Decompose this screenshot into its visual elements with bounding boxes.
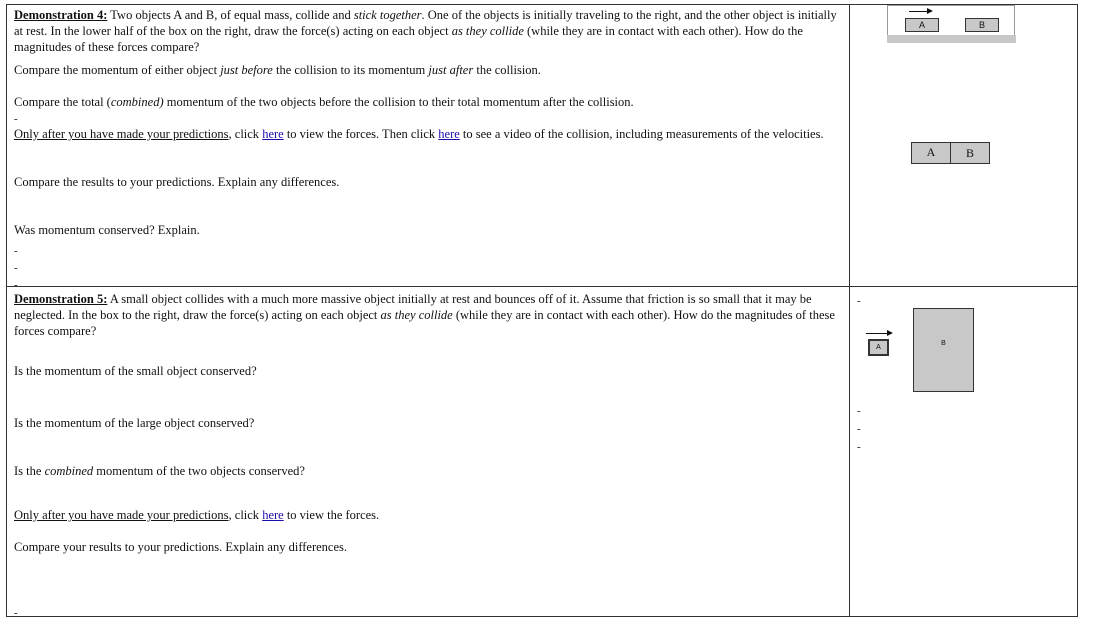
dash-mark: - <box>14 607 18 619</box>
demo5-intro <box>14 291 840 339</box>
dash-mark: - <box>14 262 18 274</box>
text-run: combined) <box>110 95 164 109</box>
text-run: just after <box>428 63 474 77</box>
demo4-predictions-lead: Only after you have made your predictions <box>14 127 229 141</box>
text-run: just before <box>220 63 273 77</box>
text-run: the collision to its momentum <box>272 63 429 77</box>
text-run: . One of the objects is initially traveling to the right, and the other object is initially at rest. In the lower half of the box on the right, draw the force(s) acting on each object <box>14 8 837 38</box>
dash-mark: - <box>857 405 861 417</box>
demo5-object-b-label: B <box>941 340 946 347</box>
demo4-object-a <box>905 18 939 32</box>
demo4-diagram-floor <box>887 35 1016 43</box>
demo4-question-total <box>14 94 840 110</box>
text-run: momentum of the two objects conserved? <box>93 464 305 478</box>
demo5-small-object-a <box>868 339 889 356</box>
velocity-arrow-icon <box>909 11 931 12</box>
text-run: stick together <box>353 8 422 22</box>
demo4-stuck-a-label: A <box>926 145 936 159</box>
demo5-question-combined <box>14 463 840 479</box>
demo5-question-large: Is the momentum of the large object conserved? <box>14 416 255 430</box>
text-run: the collision. <box>473 63 541 77</box>
text-run: as they collide <box>451 24 524 38</box>
demo4-stuck-object-a <box>911 142 951 164</box>
dash-mark: - <box>14 113 18 125</box>
row-divider <box>6 286 1078 287</box>
demo5-predictions-lead: Only after you have made your predictions <box>14 508 229 522</box>
text-run: as they collide <box>380 308 453 322</box>
column-divider <box>849 4 850 617</box>
demo4-object-a-label: A <box>918 20 925 30</box>
demo4-then-click-text: to view the forces. Then click <box>283 127 439 141</box>
demo4-forces-link[interactable]: here <box>262 127 284 141</box>
demo4-intro <box>14 7 840 55</box>
demo5-question-compare: Compare your results to your predictions. Explain any differences. <box>14 540 348 554</box>
demo4-video-link[interactable]: here <box>438 127 460 141</box>
demo5-object-a-label: A <box>876 344 881 351</box>
demo5-question-small: Is the momentum of the small object conserved? <box>14 364 257 378</box>
demo4-question-total-text <box>14 95 634 109</box>
demo4-video-text: to see a video of the collision, including measurements of the velocities. <box>459 127 824 141</box>
text-run: (while they are in contact with each other). How do the magnitudes of these forces compare? <box>14 308 835 338</box>
demo4-object-b-label: B <box>978 20 985 30</box>
text-run: Compare the momentum of either object <box>14 63 221 77</box>
demo4-title: Demonstration 4: <box>14 8 108 22</box>
demo4-click-text: , click <box>228 127 263 141</box>
demo4-question-momentum-text <box>14 63 541 77</box>
demo4-stuck-object-b <box>950 142 990 164</box>
dash-mark: - <box>857 295 861 307</box>
demo4-stuck-b-label: B <box>965 146 974 160</box>
dash-mark: - <box>857 441 861 453</box>
demo5-large-object-b <box>913 308 974 392</box>
demo4-intro-text <box>14 8 837 54</box>
demo4-question-compare: Compare the results to your predictions. Explain any differences. <box>14 175 340 189</box>
demo5-intro-text <box>14 292 835 338</box>
text-run: (while they are in contact with each other). How do the magnitudes of these forces compare? <box>14 24 803 54</box>
demo4-predictions <box>14 126 840 142</box>
text-run: momentum of the two objects before the collision to their total momentum after the collision. <box>163 95 634 109</box>
demo5-click-text: , click <box>228 508 263 522</box>
dash-mark: - <box>857 423 861 435</box>
demo5-predictions <box>14 507 840 523</box>
text-run: combined <box>44 464 94 478</box>
dash-mark: - <box>14 245 18 257</box>
text-run: Is the <box>14 464 45 478</box>
demo4-question-momentum <box>14 62 840 78</box>
demo4-object-b <box>965 18 999 32</box>
demo4-question-conserved: Was momentum conserved? Explain. <box>14 223 200 237</box>
dash-mark: - <box>14 279 18 291</box>
velocity-arrow-icon <box>866 333 891 334</box>
text-run: Compare the total ( <box>14 95 111 109</box>
text-run: Two objects A and B, of equal mass, collide and <box>107 8 354 22</box>
text-run: A small object collides with a much more massive object initially at rest and bounces off of it. Assume that friction is so small that it may be neglected. In the box to the right, draw the force(s) acting on each object <box>14 292 812 322</box>
demo5-forces-link[interactable]: here <box>262 508 284 522</box>
demo5-forces-text: to view the forces. <box>283 508 380 522</box>
demo5-question-combined-text <box>14 464 305 478</box>
demo5-title: Demonstration 5: <box>14 292 108 306</box>
